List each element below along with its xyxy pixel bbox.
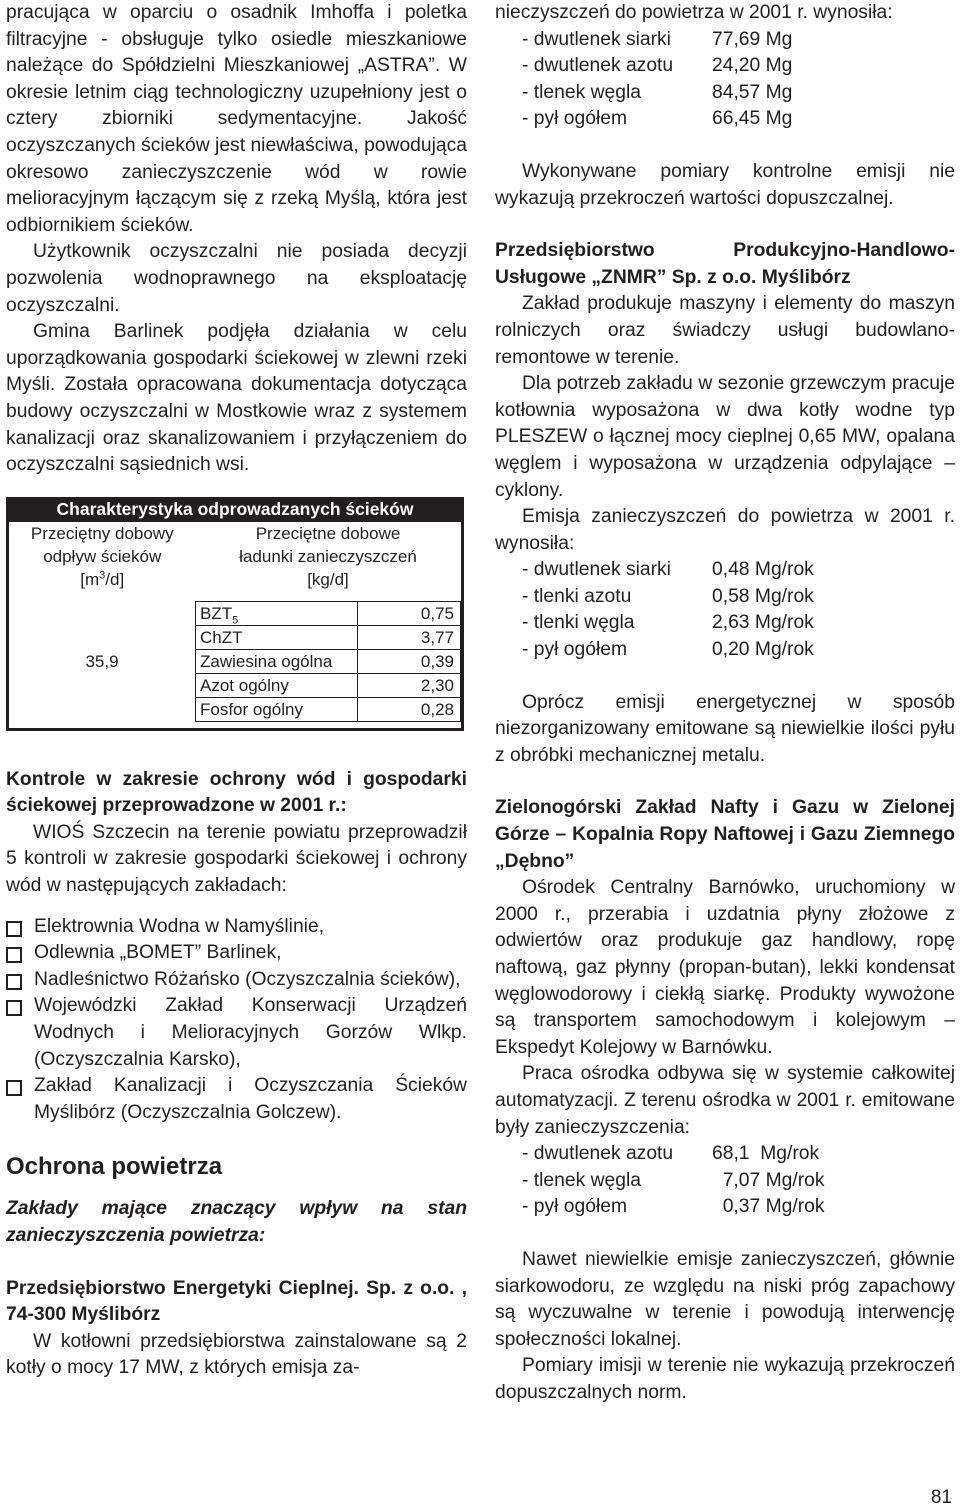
list-item: - dwutlenek siarki 77,69 Mg bbox=[522, 28, 793, 50]
znmr-paragraph-4: Oprócz emisji energetycznej w sposób niezorganizowany emitowane są niewielkie ilości pyłu z obróbki mechanicznej metalu. bbox=[495, 691, 955, 766]
pec-emissions-list bbox=[522, 27, 955, 133]
checkbox-square-icon bbox=[6, 1000, 22, 1016]
znmr-paragraph-2: Dla potrzeb zakładu w sezonie grzewczym pracuje kotłownia wyposażona w dwa kotły wodne typ PLESZEW o łącznej mocy cieplnej 0,65 MW, opalana węglem i wyposażona w urządzenia odpylające – cyklony. bbox=[495, 373, 955, 501]
zg-paragraph-1: Ośrodek Centralny Barnówko, uruchomiony w 2000 r., przerabia i uzdatnia płyny złożowe z odwiertów oraz produkuje gaz handlowy, ropę naftową, gaz płynny (propan-butan), lekki kondensat węglowodorowy i ciekłą siarkę. Produkty wywożone są transportem samochodowym i kolejowym – Ekspedyt Kolejowy w Barnówku. bbox=[495, 877, 955, 1058]
list-item: - dwutlenek azotu 68,1 Mg/rok bbox=[522, 1143, 820, 1165]
list-item: Wojewódzki Zakład Konserwacji Urządzeń Wodnych i Melioracyjnych Gorzów Wlkp. (Oczyszczalnia Karsko), bbox=[6, 993, 467, 1073]
zg-paragraph-3: Nawet niewielkie emisje zanieczyszczeń, głównie siarkowodoru, ze względu na niski próg zapachowy są wyczuwalne w terenie i powodują interwencję społeczności lokalnej. bbox=[495, 1248, 955, 1350]
list-item: - dwutlenek azotu 24,20 Mg bbox=[522, 55, 793, 77]
zg-heading: Zielonogórski Zakład Nafty i Gazu w Zielonej Górze – Kopalnia Ropy Naftowej i Gazu Ziemnego „Dębno” bbox=[495, 797, 955, 872]
table-row: Fosfor ogólny 0,28 bbox=[9, 697, 461, 721]
left-column bbox=[6, 0, 467, 1382]
zg-emissions-list bbox=[522, 1141, 955, 1221]
table-header-row bbox=[9, 522, 461, 591]
paragraph-pozwolenie: Użytkownik oczyszczalni nie posiada decyzji pozwolenia wodnoprawnego na eksploatację oczyszczalni. bbox=[6, 241, 467, 316]
list-item: - tlenki węgla 2,63 Mg/rok bbox=[522, 612, 814, 634]
inspected-plants-list bbox=[6, 914, 467, 1127]
table-title: Charakterystyka odprowadzanych ścieków bbox=[6, 497, 464, 522]
list-item: - tlenek węgla 84,57 Mg bbox=[522, 81, 793, 103]
paragraph-gmina-barlinek: Gmina Barlinek podjęła działania w celu uporządkowania gospodarki ściekowej w zlewni rzeki Myśli. Została opracowana dokumentacja dotycząca budowy oczyszczalni w Mostkowie wraz z systemem kanalizacji oraz skanalizowaniem i przyłączeniem do oczyszczalni sąsiednich wsi. bbox=[6, 321, 467, 476]
right-column bbox=[495, 0, 955, 1407]
pec-text: W kotłowni przedsiębiorstwa zainstalowane są 2 kotły o mocy 17 MW, z których emisja za- bbox=[6, 1330, 467, 1379]
subsection-title: Zakłady mające znaczący wpływ na stan zanieczyszczenia powietrza: bbox=[6, 1198, 467, 1246]
checkbox-square-icon bbox=[6, 974, 22, 990]
zg-paragraph-2: Praca ośrodka odbywa się w systemie całkowitej automatyzacji. Z terenu ośrodka w 2001 r. emitowane były zanieczyszczenia: bbox=[495, 1063, 955, 1138]
znmr-heading: Przedsiębiorstwo Produkcyjno-Handlowo-Usługowe „ZNMR” Sp. z o.o. Myślibórz bbox=[495, 240, 955, 288]
wastewater-table bbox=[6, 497, 464, 731]
pec-text-continued: nieczyszczeń do powietrza w 2001 r. wynosiła: bbox=[495, 2, 893, 23]
table-header-flow: Przeciętny dobowy odpływ ścieków $[m^3/d]$ bbox=[30, 523, 174, 589]
checkbox-square-icon bbox=[6, 921, 22, 937]
list-item: Elektrownia Wodna w Namyślinie, bbox=[6, 914, 467, 941]
zg-paragraph-4: Pomiary imisji w terenie nie wykazują przekroczeń dopuszczalnych norm. bbox=[495, 1355, 955, 1403]
table-row: 35,9 $BZT_5$ 0,75 bbox=[9, 601, 461, 625]
kontrole-heading: Kontrole w zakresie ochrony wód i gospodarki ściekowej przeprowadzone w 2001 r.: bbox=[6, 768, 467, 817]
pomiary-kontrolne: Wykonywane pomiary kontrolne emisji nie wykazują przekroczeń wartości dopuszczalnej. bbox=[495, 160, 955, 209]
list-item: - pył ogółem 0,20 Mg/rok bbox=[522, 639, 814, 661]
table-row: Zawiesina ogólna 0,39 bbox=[9, 649, 461, 673]
list-item: - pył ogółem 0,37 Mg/rok bbox=[522, 1196, 825, 1218]
list-item: - dwutlenek siarki 0,48 Mg/rok bbox=[522, 559, 814, 581]
flow-value: 35,9 bbox=[85, 651, 119, 671]
checkbox-square-icon bbox=[6, 1080, 22, 1096]
znmr-paragraph-3: Emisja zanieczyszczeń do powietrza w 2001 r. wynosiła: bbox=[495, 506, 955, 554]
znmr-paragraph-1: Zakład produkuje maszyny i elementy do maszyn rolniczych oraz świadczy usługi budowlano-remontowe w terenie. bbox=[495, 293, 955, 368]
znmr-emissions-list bbox=[522, 557, 955, 663]
list-item: Nadleśnictwo Różańsko (Oczyszczalnia ścieków), bbox=[6, 967, 467, 994]
table-row: Azot ogólny 2,30 bbox=[9, 673, 461, 697]
list-item: Odlewnia „BOMET” Barlinek, bbox=[6, 940, 467, 967]
table-body bbox=[6, 522, 464, 731]
table-header-loads: Przeciętne dobowe ładunki zanieczyszczeń [kg/d] bbox=[239, 523, 417, 589]
list-item: - pył ogółem 66,45 Mg bbox=[522, 108, 793, 130]
page-number: 81 bbox=[930, 1487, 952, 1508]
pec-heading: Przedsiębiorstwo Energetyki Cieplnej. Sp. z o.o. , 74-300 Myślibórz bbox=[6, 1277, 467, 1326]
section-title: Ochrona powietrza bbox=[6, 1153, 223, 1181]
kontrole-text: WIOŚ Szczecin na terenie powiatu przeprowadził 5 kontroli w zakresie gospodarki ściekowej i ochrony wód w następujących zakładach: bbox=[6, 821, 467, 897]
table-row: ChZT 3,77 bbox=[9, 625, 461, 649]
checkbox-square-icon bbox=[6, 947, 22, 963]
list-item: - tlenki azotu 0,58 Mg/rok bbox=[522, 585, 814, 607]
list-item: - tlenek węgla 7,07 Mg/rok bbox=[522, 1169, 825, 1191]
list-item: Zakład Kanalizacji i Oczyszczania Ścieków Myślibórz (Oczyszczalnia Golczew). bbox=[6, 1073, 467, 1126]
paragraph-oczyszczalnia: pracująca w oparciu o osadnik Imhoffa i poletka filtracyjne - obsługuje tylko osiedle mieszkaniowe należące do Spółdzielni Mieszkaniowej „ASTRA”. W okresie letnim ciąg technologiczny uzupełniony jest o cztery zbiorniki sedymentacyjne. Jakość oczyszczanych ścieków jest niewłaściwa, powodująca okresowo zanieczyszczenie wód w rowie melioracyjnym łączącym się z rzeką Myślą, która jest odbiornikiem ścieków. bbox=[6, 2, 467, 236]
